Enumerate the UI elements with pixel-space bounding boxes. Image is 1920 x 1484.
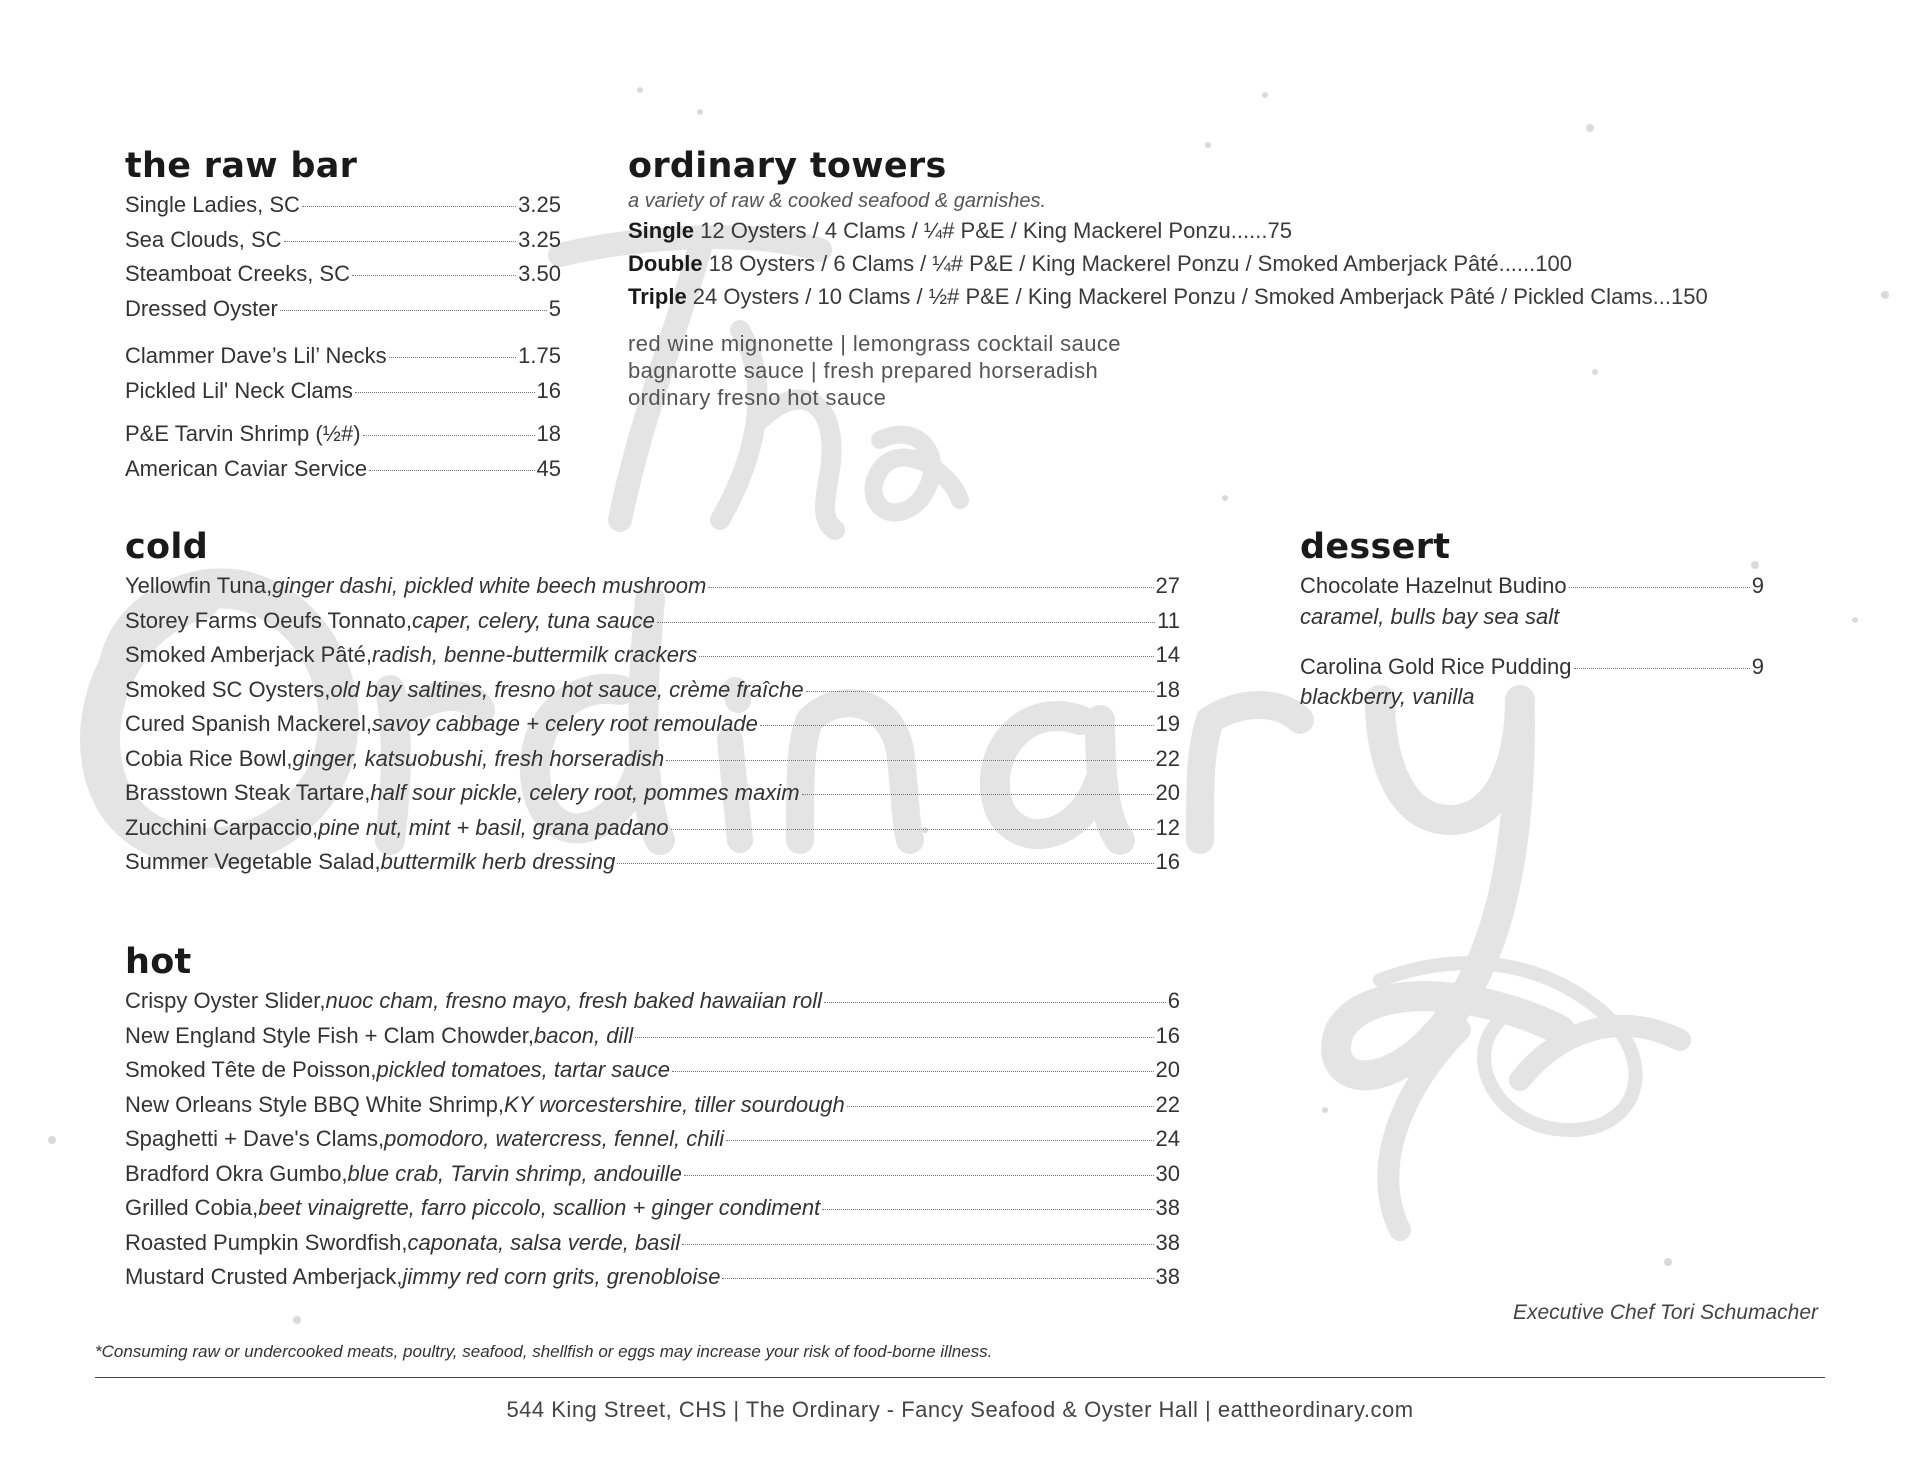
item-name: Cobia Rice Bowl, [125, 745, 293, 771]
menu-item [125, 604, 1180, 639]
item-desc: bacon, dill [534, 1022, 634, 1048]
item-price: 22 [1155, 1091, 1180, 1117]
executive-chef: Executive Chef Tori Schumacher [1512, 1301, 1818, 1324]
item-name: Smoked SC Oysters, [125, 676, 331, 702]
item-price: 19 [1155, 711, 1180, 736]
dot-leader [302, 206, 516, 207]
menu-item [125, 452, 561, 487]
menu-item [125, 569, 1180, 604]
item-desc: blackberry, vanilla [1300, 684, 1475, 709]
item-price: 20 [1155, 1057, 1180, 1082]
item-desc: savoy cabbage + celery root remoulade [372, 711, 758, 736]
item-price: 3.25 [518, 226, 561, 252]
item-desc: pickled tomatoes, tartar sauce [376, 1057, 671, 1082]
item-desc: pine nut, mint + basil, grana padano [318, 814, 669, 840]
item-price: 11 [1157, 607, 1180, 633]
item-desc: half sour pickle, celery root, pommes maxim [370, 780, 800, 805]
item-desc: old bay saltines, fresno hot sauce, crème fraîche [330, 676, 804, 702]
item-price: 38 [1155, 1195, 1180, 1220]
menu-item [125, 776, 1180, 811]
hot-title: hot [125, 942, 192, 982]
menu-item [125, 1019, 1180, 1054]
menu-item [125, 707, 1180, 742]
menu-item [125, 1122, 1180, 1157]
item-name: Pickled Lil' Neck Clams [125, 377, 353, 403]
raw-bar-section [125, 146, 561, 486]
dot-leader [657, 622, 1155, 623]
item-price: 1.75 [518, 343, 561, 368]
item-name: Steamboat Creeks, SC [125, 261, 350, 286]
tower-size: Double [628, 251, 703, 276]
item-name: Carolina Gold Rice Pudding [1300, 653, 1572, 679]
raw-bar-list [125, 188, 561, 486]
item-price: 38 [1155, 1229, 1180, 1255]
item-name: Dressed Oyster [125, 295, 278, 321]
dot-leader [363, 435, 535, 436]
item-name: Summer Vegetable Salad, [125, 849, 381, 874]
tower-contents: 18 Oysters / 6 Clams / ¼# P&E / King Mackerel Ponzu / Smoked Amberjack Pâté [702, 251, 1499, 276]
item-price: 3.25 [518, 192, 561, 217]
footer-divider [95, 1377, 1825, 1378]
menu-item [125, 742, 1180, 777]
tower-price: 75 [1267, 218, 1292, 243]
dot-leader [722, 1278, 1153, 1279]
item-price: 22 [1155, 745, 1180, 771]
item-desc: blue crab, Tarvin shrimp, andouille [347, 1160, 682, 1186]
menu-item [1300, 569, 1764, 604]
item-name: Crispy Oyster Slider, [125, 988, 326, 1013]
item-name: Single Ladies, SC [125, 192, 300, 217]
dot-leader [369, 470, 534, 471]
menu-item [1300, 650, 1764, 685]
item-price: 16 [536, 377, 561, 403]
dot-leader [760, 725, 1154, 726]
item-desc: nuoc cham, fresno mayo, fresh baked hawaiian roll [325, 988, 822, 1013]
dot-leader [672, 1071, 1154, 1072]
dot-leader [389, 357, 517, 358]
item-desc: ginger dashi, pickled white beech mushroom [272, 573, 707, 598]
towers-subtitle: a variety of raw & cooked seafood & garnishes. [628, 190, 1047, 212]
item-name: Storey Farms Oeufs Tonnato, [125, 607, 412, 633]
sauce-line: bagnarotte sauce | fresh prepared horseradish [628, 358, 1099, 383]
item-price: 9 [1751, 573, 1764, 598]
item-name: Zucchini Carpaccio, [125, 814, 319, 840]
menu-item [125, 417, 561, 452]
dot-leader [847, 1106, 1154, 1107]
dot-leader [684, 1175, 1154, 1176]
item-price: 38 [1155, 1264, 1180, 1289]
item-name: Smoked Amberjack Pâté, [125, 642, 373, 667]
menu-item [125, 673, 1180, 708]
towers-title: ordinary towers [628, 146, 947, 186]
item-desc: caramel, bulls bay sea salt [1300, 603, 1560, 629]
menu-item [125, 188, 561, 223]
tower-contents: 24 Oysters / 10 Clams / ½# P&E / King Mackerel Ponzu / Smoked Amberjack Pâté / Pickled Clams [686, 284, 1653, 309]
item-name: P&E Tarvin Shrimp (½#) [125, 421, 361, 446]
item-name: Smoked Tête de Poisson, [125, 1057, 377, 1082]
item-price: 20 [1155, 780, 1180, 805]
raw-bar-title: the raw bar [125, 146, 358, 186]
dot-leader [635, 1037, 1153, 1038]
menu-item [125, 1191, 1180, 1226]
dot-leader [1569, 587, 1750, 588]
menu-item [125, 1226, 1180, 1261]
menu-item [125, 1260, 1180, 1295]
tower-price: 100 [1535, 251, 1572, 276]
menu-item [125, 292, 561, 327]
dessert-title: dessert [1300, 527, 1451, 567]
menu-item [125, 339, 561, 374]
tower-size: Single [628, 218, 695, 243]
dot-leader [682, 1244, 1153, 1245]
menu-item [125, 257, 561, 292]
menu-item [125, 638, 1180, 673]
item-name: New England Style Fish + Clam Chowder, [125, 1022, 535, 1048]
dot-leader [1574, 668, 1750, 669]
item-price: 3.50 [518, 261, 561, 286]
tower-item [628, 247, 1828, 280]
dessert-section [1300, 527, 1764, 710]
menu-item [125, 223, 561, 258]
item-desc: radish, benne-buttermilk crackers [372, 642, 698, 667]
dot-leader [280, 310, 547, 311]
dot-leader [617, 863, 1153, 864]
item-name: Mustard Crusted Amberjack, [125, 1264, 403, 1289]
item-name: Bradford Okra Gumbo, [125, 1160, 348, 1186]
dot-leader [708, 587, 1153, 588]
item-price: 27 [1155, 573, 1180, 598]
dot-leader [284, 241, 517, 242]
dot-leader [726, 1140, 1153, 1141]
item-desc: pomodoro, watercress, fennel, chili [384, 1126, 725, 1151]
tower-item [628, 280, 1828, 313]
menu-item [125, 811, 1180, 846]
cold-title: cold [125, 527, 209, 567]
item-price: 18 [536, 421, 561, 446]
dot-leader: ... [1652, 284, 1671, 309]
item-desc: caponata, salsa verde, basil [407, 1229, 681, 1255]
item-price: 24 [1155, 1126, 1180, 1151]
dot-leader [806, 691, 1154, 692]
item-price: 30 [1155, 1160, 1180, 1186]
item-price: 18 [1155, 676, 1180, 702]
tower-price: 150 [1670, 284, 1708, 309]
item-name: Grilled Cobia, [125, 1195, 259, 1220]
sauce-line: ordinary fresno hot sauce [628, 385, 887, 410]
food-safety-disclaimer: *Consuming raw or undercooked meats, poultry, seafood, shellfish or eggs may increase your risk of food-borne illness. [95, 1342, 993, 1361]
dot-leader: ...... [1230, 218, 1268, 243]
item-price: 14 [1155, 642, 1180, 667]
dot-leader: ...... [1498, 251, 1536, 276]
item-desc: jimmy red corn grits, grenobloise [402, 1264, 721, 1289]
item-price: 6 [1167, 988, 1180, 1013]
item-desc: ginger, katsuobushi, fresh horseradish [292, 745, 665, 771]
item-price: 9 [1751, 653, 1764, 679]
item-name: Yellowfin Tuna, [125, 573, 273, 598]
item-name: Clammer Dave’s Lil’ Necks [125, 343, 387, 368]
item-name: Sea Clouds, SC [125, 226, 282, 252]
item-name: Brasstown Steak Tartare, [125, 780, 371, 805]
towers-section [628, 146, 1828, 411]
dot-leader [671, 829, 1154, 830]
footer-address: 544 King Street, CHS | The Ordinary - Fancy Seafood & Oyster Hall | eattheordinary.com [506, 1397, 1414, 1422]
item-name: Cured Spanish Mackerel, [125, 711, 373, 736]
menu-item [125, 845, 1180, 880]
item-desc: beet vinaigrette, farro piccolo, scallion + ginger condiment [258, 1195, 821, 1220]
item-name: Chocolate Hazelnut Budino [1300, 573, 1567, 598]
tower-contents: 12 Oysters / 4 Clams / ¼# P&E / King Mackerel Ponzu [694, 218, 1231, 243]
item-name: Roasted Pumpkin Swordfish, [125, 1229, 408, 1255]
dot-leader [352, 275, 516, 276]
item-name: American Caviar Service [125, 455, 368, 481]
menu-item [125, 1088, 1180, 1123]
dot-leader [699, 656, 1153, 657]
tower-size: Triple [628, 284, 687, 309]
item-desc: KY worcestershire, tiller sourdough [504, 1091, 845, 1117]
item-desc: buttermilk herb dressing [380, 849, 616, 874]
item-price: 16 [1155, 1022, 1180, 1048]
item-name: Spaghetti + Dave's Clams, [125, 1126, 385, 1151]
item-price: 16 [1155, 849, 1180, 874]
dot-leader [824, 1002, 1166, 1003]
item-price: 12 [1155, 814, 1180, 840]
item-name: New Orleans Style BBQ White Shrimp, [125, 1091, 505, 1117]
menu-item [125, 984, 1180, 1019]
menu-item [125, 1053, 1180, 1088]
menu-item [125, 1157, 1180, 1192]
dot-leader [666, 760, 1153, 761]
dot-leader [355, 392, 535, 393]
tower-item [628, 214, 1828, 247]
item-desc: caper, celery, tuna sauce [411, 607, 655, 633]
sauce-line: red wine mignonette | lemongrass cocktail sauce [628, 331, 1121, 356]
hot-section [125, 942, 1180, 1295]
dot-leader [802, 794, 1154, 795]
menu-item [125, 374, 561, 409]
dot-leader [822, 1209, 1153, 1210]
item-price: 45 [536, 455, 561, 481]
cold-section [125, 527, 1180, 880]
item-price: 5 [548, 295, 561, 321]
